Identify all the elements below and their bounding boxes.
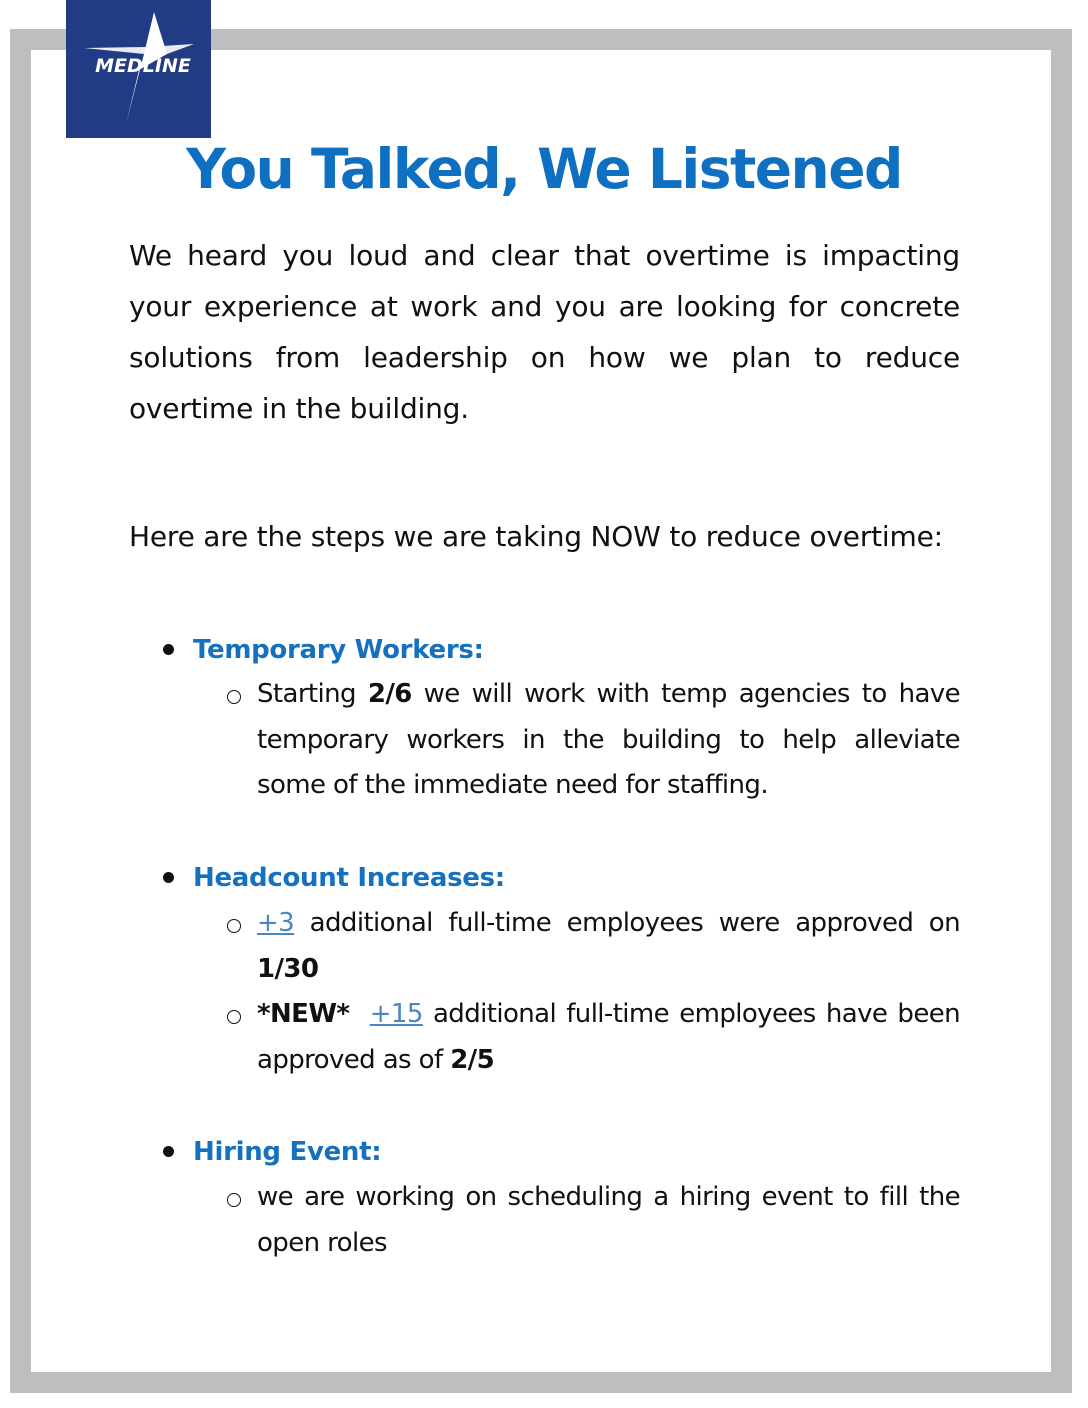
- medline-logo: [66, 0, 211, 138]
- item-date: 2/6: [367, 679, 412, 709]
- section-heading-temporary-workers: Temporary Workers:: [193, 635, 484, 665]
- sub-bullet-circle: [227, 690, 241, 704]
- item-date: 1/30: [257, 953, 319, 984]
- hiring-event-item: we are working on scheduling a hiring event to fill the open roles: [257, 1182, 960, 1258]
- sub-bullet-circle: [227, 919, 241, 933]
- sub-bullet-circle: [227, 1193, 241, 1207]
- item-date: 2/5: [450, 1044, 495, 1075]
- sub-bullet-circle: [227, 1010, 241, 1024]
- item-text: Starting: [257, 679, 368, 709]
- headcount-item-2: [257, 992, 960, 1083]
- headcount-item-1: [257, 901, 960, 992]
- star-logo-icon: [66, 0, 211, 138]
- item-text: additional full-time employees have been approved as of: [257, 999, 960, 1075]
- logo-wordmark: MEDLINE: [95, 55, 191, 77]
- bullet-dot: [163, 1146, 174, 1157]
- bullet-dot: [163, 644, 174, 655]
- section-heading-headcount-increases: Headcount Increases:: [193, 863, 505, 893]
- new-badge: *NEW*: [257, 999, 350, 1029]
- intro-paragraph: We heard you loud and clear that overtime is impacting your experience at work and you are looking for concrete solutions from leadership on how we plan to reduce overtime in the building.: [129, 239, 960, 425]
- bullet-dot: [163, 872, 174, 883]
- temporary-workers-item: [257, 672, 960, 809]
- page-title: You Talked, We Listened: [186, 137, 902, 201]
- headcount-link-3[interactable]: +3: [257, 908, 295, 938]
- steps-intro: Here are the steps we are taking NOW to reduce overtime:: [129, 520, 943, 553]
- section-heading-hiring-event: Hiring Event:: [193, 1137, 382, 1167]
- item-text: additional full-time employees were approved on: [294, 908, 960, 938]
- headcount-link-15[interactable]: +15: [369, 999, 423, 1029]
- item-text: we will work with temp agencies to have temporary workers in the building to help alleviate some of the immediate need for staffing.: [257, 679, 960, 800]
